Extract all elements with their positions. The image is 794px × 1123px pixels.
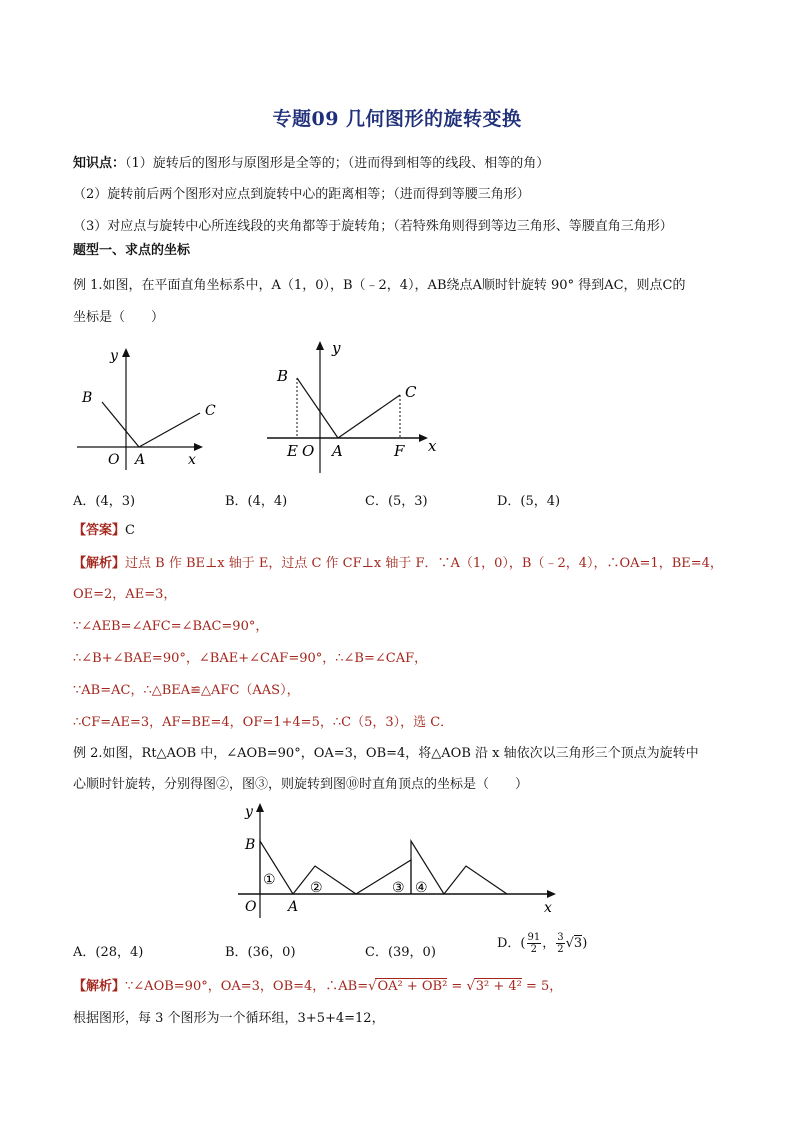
- label-fig-4: ④: [415, 880, 428, 896]
- label-b: B: [245, 837, 256, 853]
- radicand: 3: [573, 936, 583, 951]
- analysis-text: 过点 B 作 BE⊥x 轴于 E，过点 C 作 CF⊥x 轴于 F．∵A（1，0），B（﹣2，4），∴OA=1，BE=4，: [125, 556, 723, 571]
- label-o: O: [302, 442, 315, 460]
- close-paren: ): [582, 936, 588, 951]
- knowledge-item: （2）旋转前后两个图形对应点到旋转中心的距离相等；（进而得到等腰三角形）: [73, 187, 530, 202]
- label-o: O: [108, 452, 120, 468]
- section-heading: 题型一、求点的坐标: [73, 243, 191, 258]
- example1-analysis-5: ∵AB=AC，∴△BEA≌△AFC（AAS），: [73, 683, 300, 698]
- example1-text-2: 坐标是（ ）: [73, 310, 165, 325]
- example2-analysis-2: 根据图形，每 3 个图形为一个循环组，3+5+4=12，: [73, 1011, 385, 1026]
- example1-analysis-1: [73, 555, 723, 573]
- segment-ac: [139, 413, 200, 447]
- example2-option-d: D．( $\frac{91}{2}$ ， $\frac{3}{2}$ √3): [497, 932, 588, 955]
- example1-text-1: 例 1.如图，在平面直角坐标系中，A（1，0），B（﹣2，4），AB绕点A顺时针旋转 90° 得到AC，则点C的: [73, 278, 686, 293]
- answer-label: 【答案】: [73, 523, 126, 538]
- denominator: 2: [530, 944, 538, 955]
- label-e: E: [287, 442, 298, 460]
- example1-option-c: C．(5，3): [365, 494, 428, 509]
- analysis-label: 【解析】: [73, 979, 126, 994]
- segment-ab: [297, 378, 338, 438]
- knowledge-label: 知识点：: [73, 156, 126, 171]
- example1-figure-left: [72, 345, 216, 475]
- label-fig-2: ②: [310, 880, 323, 896]
- knowledge-item: （1）旋转后的图形与原图形是全等的；（进而得到相等的线段、相等的角）: [125, 156, 550, 171]
- example2-analysis-1: 【解析】∵∠AOB=90°，OA=3，OB=4，∴AB=√OA² + OB² = √3² + 4² = 5，: [73, 979, 563, 994]
- x-axis-arrow: [419, 434, 428, 442]
- example1-analysis-3: ∵∠AEB=∠AFC=∠BAC=90°，: [73, 619, 269, 634]
- example2-text-1: 例 2.如图，Rt△AOB 中，∠AOB=90°，OA=3，OB=4，将△AOB 沿 x 轴依次以三角形三个顶点为旋转中: [73, 746, 699, 761]
- knowledge-line-1: [73, 155, 549, 173]
- example2-text-2: 心顺时针旋转，分别得图②，图③，则旋转到图⑩时直角顶点的坐标是（ ）: [73, 777, 529, 792]
- example1-analysis-2: OE=2，AE=3，: [73, 587, 177, 602]
- y-axis-arrow: [256, 803, 264, 812]
- answer-value: C: [125, 523, 135, 538]
- example1-answer: [73, 522, 135, 540]
- label-fig-3: ③: [392, 880, 405, 896]
- y-axis-arrow: [122, 348, 130, 357]
- numerator: 3: [557, 932, 564, 943]
- label-y: y: [110, 348, 118, 364]
- label-a: A: [135, 452, 146, 468]
- label-a: A: [288, 899, 299, 915]
- radicand: 3² + 4²: [475, 979, 522, 994]
- label-y: y: [332, 339, 341, 357]
- triangle-5: [444, 866, 507, 894]
- example1-option-d: D．(5，4): [497, 494, 561, 509]
- example2-figure: [228, 800, 568, 920]
- x-axis-arrow: [547, 890, 556, 898]
- numerator: 91: [527, 932, 541, 943]
- analysis-label: 【解析】: [73, 556, 126, 571]
- label-x: x: [544, 900, 552, 916]
- label-b: B: [82, 390, 93, 406]
- knowledge-item: （3）对应点与旋转中心所连线段的夹角都等于旋转角；（若特殊角则得到等边三角形、等腰直角三角形）: [73, 219, 673, 234]
- page-title: 专题09 几何图形的旋转变换: [272, 108, 522, 130]
- segment-ab: [102, 402, 139, 447]
- triangle-2: [293, 866, 356, 894]
- example1-option-a: A．(4，3): [73, 494, 136, 509]
- example1-analysis-4: ∴∠B+∠BAE=90°，∠BAE+∠CAF=90°，∴∠B=∠CAF，: [73, 651, 428, 666]
- example1-option-b: B．(4，4): [225, 494, 288, 509]
- label-x: x: [188, 452, 196, 468]
- label-f: F: [394, 442, 405, 460]
- label-fig-1: ①: [263, 872, 276, 888]
- label-b: B: [277, 367, 289, 385]
- label-c: C: [205, 403, 216, 419]
- label-c: C: [405, 383, 417, 401]
- example2-option-b: B．(36，0): [225, 945, 296, 960]
- option-d-prefix: D．(: [497, 936, 526, 951]
- label-a: A: [332, 442, 343, 460]
- x-axis-arrow: [194, 443, 203, 451]
- label-y: y: [245, 804, 253, 820]
- example1-analysis-6: ∴CF=AE=3，AF=BE=4，OF=1+4=5，∴C（5，3），选 C．: [73, 715, 454, 730]
- analysis-text: ∵∠AOB=90°，OA=3，OB=4，∴AB=: [125, 979, 369, 994]
- result: = 5，: [521, 979, 563, 994]
- separator: ，: [542, 936, 556, 951]
- y-axis-arrow: [316, 341, 324, 350]
- example2-option-a: A．(28，4): [73, 945, 144, 960]
- fraction: [527, 932, 542, 955]
- label-x: x: [428, 437, 437, 455]
- example2-option-c: C．(39，0): [365, 945, 436, 960]
- example1-figure-right: [262, 335, 452, 475]
- radicand: OA² + OB²: [377, 979, 448, 994]
- label-o: O: [245, 899, 257, 915]
- segment-ac: [338, 395, 400, 438]
- fraction: [556, 932, 564, 955]
- equals: =: [447, 979, 467, 994]
- denominator: 2: [557, 944, 564, 955]
